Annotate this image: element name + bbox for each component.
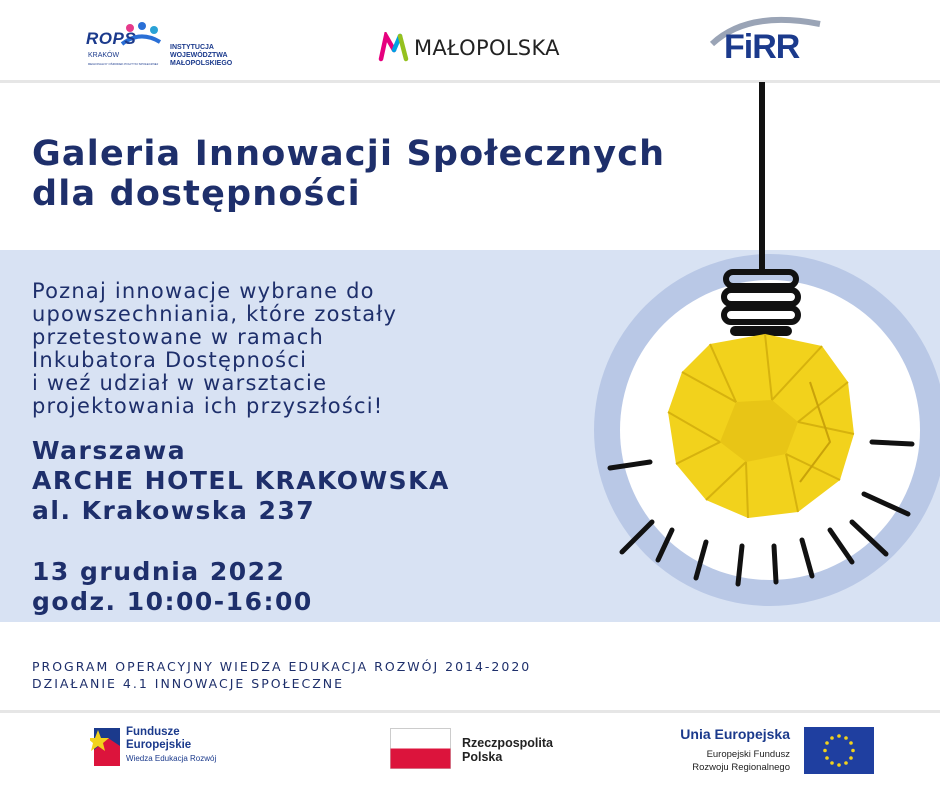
lightbulb-illustration xyxy=(560,82,940,622)
eu-subtitle: Europejski Fundusz Rozwoju Regionalnego xyxy=(692,749,790,773)
date-day: 13 grudnia 2022 xyxy=(32,557,286,586)
location-venue: ARCHE HOTEL KRAKOWSKA xyxy=(32,466,450,495)
rops-institution: INSTYTUCJA WOJEWÓDZTWA MAŁOPOLSKIEGO xyxy=(170,44,233,67)
rops-subtitle: REGIONALNY OŚRODEK POLITYKI SPOŁECZNEJ xyxy=(88,62,159,66)
rzeczpospolita-polska-logo: Rzeczpospolita Polska xyxy=(390,728,590,770)
page-title: Galeria Innowacji Społecznych dla dostępności xyxy=(32,134,666,214)
malopolska-logo xyxy=(378,30,598,64)
event-location xyxy=(32,436,450,526)
location-city: Warszawa xyxy=(32,436,187,465)
rops-name: ROPS xyxy=(86,29,137,48)
program-info: PROGRAM OPERACYJNY WIEDZA EDUKACJA ROZWÓJ 2014-2020 DZIAŁANIE 4.1 INNOWACJE SPOŁECZNE xyxy=(32,659,532,691)
firr-logo xyxy=(708,14,824,72)
header xyxy=(0,0,940,82)
event-description: Poznaj innowacje wybrane do upowszechniania, które zostały przetestowane w ramach Inkubatora Dostępności i weź udział w warsztacie projektowania ich przyszłości! xyxy=(32,279,398,418)
rops-city: KRAKÓW xyxy=(88,52,120,59)
fe-star-icon xyxy=(90,724,122,770)
malopolska-label: MAŁOPOLSKA xyxy=(414,36,560,60)
eu-flag-icon xyxy=(804,727,874,774)
eu-title: Unia Europejska xyxy=(680,726,790,742)
firr-label: FiRR xyxy=(724,28,800,66)
location-address: al. Krakowska 237 xyxy=(32,496,316,525)
footer-divider xyxy=(0,710,940,713)
rops-logo xyxy=(86,22,246,72)
event-date xyxy=(32,557,313,617)
malopolska-m-icon xyxy=(378,32,410,62)
fundusze-europejskie-logo: Fundusze Europejskie Wiedza Edukacja Rozwój xyxy=(90,722,250,774)
unia-europejska-logo xyxy=(640,724,880,776)
poland-flag-icon xyxy=(390,728,452,770)
date-hours: godz. 10:00-16:00 xyxy=(32,587,313,616)
eu-stars-icon xyxy=(804,727,874,774)
